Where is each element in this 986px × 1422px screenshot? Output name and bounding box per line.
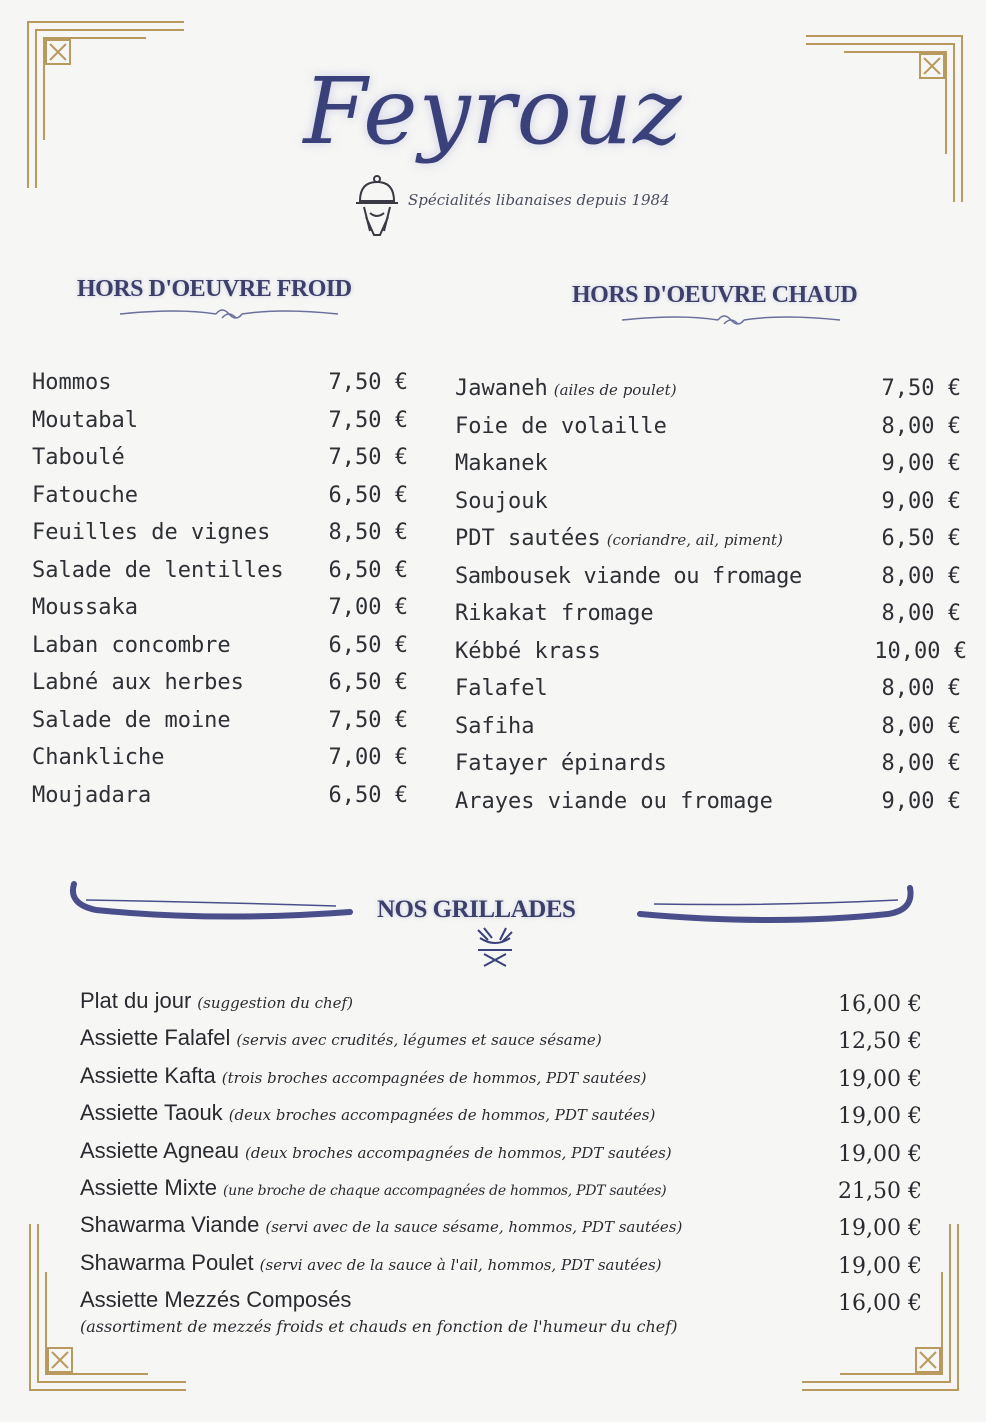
list-item bbox=[80, 1212, 930, 1249]
item-name: Foie de volaille bbox=[455, 413, 667, 439]
item-price: 19,00 € bbox=[838, 1141, 922, 1167]
list-item bbox=[455, 601, 967, 639]
item-price: 19,00 € bbox=[838, 1104, 922, 1130]
item-price: 6,50 € bbox=[328, 482, 408, 508]
item-price: 7,50 € bbox=[881, 376, 961, 401]
item-name: Safiha bbox=[455, 713, 535, 739]
item-name: Assiette Falafel (servis avec crudités, légumes et sauce sésame) bbox=[80, 1025, 602, 1051]
list-item bbox=[32, 670, 408, 708]
list-item bbox=[455, 489, 967, 527]
restaurant-logo-title: Feyrouz bbox=[303, 58, 683, 165]
item-name: Salade de lentilles bbox=[32, 557, 284, 583]
list-item bbox=[455, 714, 967, 752]
item-name: Arayes viande ou fromage bbox=[455, 788, 773, 814]
cold-section-title: HORS D'OEUVRE FROID bbox=[77, 276, 352, 302]
list-item bbox=[455, 751, 967, 789]
item-name: Makanek bbox=[455, 451, 548, 476]
item-note: (deux broches accompagnées de hommos, PDT sautées) bbox=[245, 1143, 672, 1162]
item-price: 16,00 € bbox=[838, 1291, 922, 1317]
tagline-block bbox=[352, 172, 670, 238]
list-item bbox=[455, 639, 967, 677]
hot-title-flourish bbox=[620, 310, 842, 330]
item-name: Laban concombre bbox=[32, 632, 231, 658]
list-item bbox=[455, 451, 967, 489]
grill-items-list bbox=[80, 988, 930, 1347]
item-name: Moussaka bbox=[32, 595, 138, 620]
item-price: 8,00 € bbox=[881, 413, 961, 439]
item-note: (servis avec crudités, légumes et sauce sésame) bbox=[236, 1031, 602, 1050]
item-name: Assiette Mezzés Composés bbox=[80, 1287, 352, 1313]
list-item bbox=[455, 676, 967, 714]
item-price: 6,50 € bbox=[328, 670, 408, 695]
item-price: 7,00 € bbox=[328, 595, 408, 620]
item-name: Labné aux herbes bbox=[32, 670, 244, 695]
item-name: Salade de moine bbox=[32, 707, 231, 733]
hot-items-list bbox=[455, 376, 967, 826]
list-item bbox=[455, 414, 967, 452]
list-item bbox=[455, 789, 967, 827]
item-price: 7,50 € bbox=[328, 407, 408, 433]
cold-title-flourish bbox=[118, 304, 340, 324]
list-item bbox=[455, 376, 967, 414]
item-note: (coriandre, ail, piment) bbox=[606, 531, 783, 549]
list-item bbox=[32, 708, 408, 746]
item-price: 7,50 € bbox=[328, 445, 408, 470]
item-price: 10,00 € bbox=[874, 638, 967, 664]
item-price: 6,50 € bbox=[881, 526, 961, 551]
cold-items-list bbox=[32, 370, 408, 820]
item-price: 6,50 € bbox=[328, 557, 408, 583]
item-price: 8,00 € bbox=[881, 751, 961, 776]
list-item bbox=[80, 1250, 930, 1287]
item-name: Assiette Agneau (deux broches accompagnées de hommos, PDT sautées) bbox=[80, 1137, 672, 1163]
list-item bbox=[455, 564, 967, 602]
item-name: Fatayer épinards bbox=[455, 751, 667, 776]
item-price: 8,00 € bbox=[881, 563, 961, 589]
tagline: Spécialités libanaises depuis 1984 bbox=[408, 191, 670, 209]
item-price: 8,00 € bbox=[881, 601, 961, 626]
item-note: (servi avec de la sauce sésame, hommos, PDT sautées) bbox=[265, 1218, 683, 1237]
item-name: Fatouche bbox=[32, 482, 138, 508]
list-item bbox=[80, 1025, 930, 1062]
item-price: 9,00 € bbox=[881, 451, 961, 476]
item-price: 19,00 € bbox=[838, 1253, 922, 1279]
list-item bbox=[80, 1100, 930, 1137]
item-name: Assiette Kafta (trois broches accompagnées de hommos, PDT sautées) bbox=[80, 1062, 647, 1088]
item-name: Shawarma Poulet (servi avec de la sauce à l'ail, hommos, PDT sautées) bbox=[80, 1249, 662, 1275]
item-name: PDT sautées (coriandre, ail, piment) bbox=[455, 526, 783, 551]
item-name: Hommos bbox=[32, 370, 112, 395]
item-name: Moutabal bbox=[32, 407, 138, 433]
item-name: Taboulé bbox=[32, 445, 125, 470]
list-item bbox=[32, 558, 408, 596]
item-price: 8,50 € bbox=[328, 520, 408, 545]
list-item bbox=[32, 595, 408, 633]
item-note: (suggestion du chef) bbox=[197, 994, 353, 1012]
left-swoosh-ornament bbox=[66, 878, 356, 926]
list-item bbox=[80, 1287, 930, 1347]
list-item bbox=[80, 988, 930, 1025]
item-name: Assiette Taouk (deux broches accompagnées de hommos, PDT sautées) bbox=[80, 1100, 656, 1126]
list-item bbox=[32, 745, 408, 783]
item-name: Falafel bbox=[455, 676, 548, 701]
item-price: 7,50 € bbox=[328, 707, 408, 733]
list-item bbox=[32, 633, 408, 671]
item-name: Moujadara bbox=[32, 782, 152, 808]
item-note: (servi avec de la sauce à l'ail, hommos, PDT sautées) bbox=[259, 1255, 662, 1274]
list-item bbox=[32, 370, 408, 408]
item-price: 9,00 € bbox=[881, 788, 961, 814]
list-item bbox=[80, 1063, 930, 1100]
item-price: 9,00 € bbox=[881, 488, 961, 514]
item-note: (trois broches accompagnées de hommos, PDT sautées) bbox=[221, 1068, 647, 1087]
item-note: (deux broches accompagnées de hommos, PDT sautées) bbox=[228, 1106, 656, 1125]
item-name: Kébbé krass bbox=[455, 638, 601, 664]
item-name: Plat du jour (suggestion du chef) bbox=[80, 988, 353, 1013]
right-swoosh-ornament bbox=[636, 884, 920, 928]
item-price: 8,00 € bbox=[881, 676, 961, 701]
list-item bbox=[32, 483, 408, 521]
item-note: (ailes de poulet) bbox=[553, 381, 677, 399]
item-name: Jawaneh (ailes de poulet) bbox=[455, 376, 677, 401]
grill-skewer-icon bbox=[474, 926, 516, 970]
hot-section-title: HORS D'OEUVRE CHAUD bbox=[572, 282, 858, 308]
item-note: (une broche de chaque accompagnées de hommos, PDT sautées) bbox=[222, 1182, 667, 1199]
list-item bbox=[455, 526, 967, 564]
item-price: 6,50 € bbox=[328, 632, 408, 658]
list-item bbox=[32, 445, 408, 483]
item-price: 6,50 € bbox=[328, 782, 408, 808]
cloche-icon bbox=[352, 173, 402, 237]
list-item bbox=[32, 783, 408, 821]
item-price: 7,50 € bbox=[328, 370, 408, 395]
item-price: 8,00 € bbox=[881, 713, 961, 739]
item-name: Feuilles de vignes bbox=[32, 520, 271, 545]
item-price: 19,00 € bbox=[838, 1216, 922, 1242]
item-price: 7,00 € bbox=[328, 745, 408, 770]
list-item bbox=[80, 1138, 930, 1175]
item-note: (assortiment de mezzés froids et chauds en fonction de l'humeur du chef) bbox=[80, 1317, 678, 1337]
item-price: 12,50 € bbox=[838, 1029, 922, 1055]
item-name: Assiette Mixte (une broche de chaque accompagnées de hommos, PDT sautées) bbox=[80, 1174, 667, 1200]
item-name: Rikakat fromage bbox=[455, 601, 654, 626]
item-name: Chankliche bbox=[32, 745, 165, 770]
list-item bbox=[80, 1175, 930, 1212]
list-item bbox=[32, 408, 408, 446]
item-price: 16,00 € bbox=[838, 992, 922, 1017]
list-item bbox=[32, 520, 408, 558]
item-price: 19,00 € bbox=[838, 1066, 922, 1092]
item-name: Shawarma Viande (servi avec de la sauce sésame, hommos, PDT sautées) bbox=[80, 1212, 683, 1238]
grill-section-title: NOS GRILLADES bbox=[377, 896, 576, 923]
item-name: Soujouk bbox=[455, 488, 548, 514]
item-name: Sambousek viande ou fromage bbox=[455, 563, 802, 589]
item-price: 21,50 € bbox=[838, 1178, 922, 1204]
